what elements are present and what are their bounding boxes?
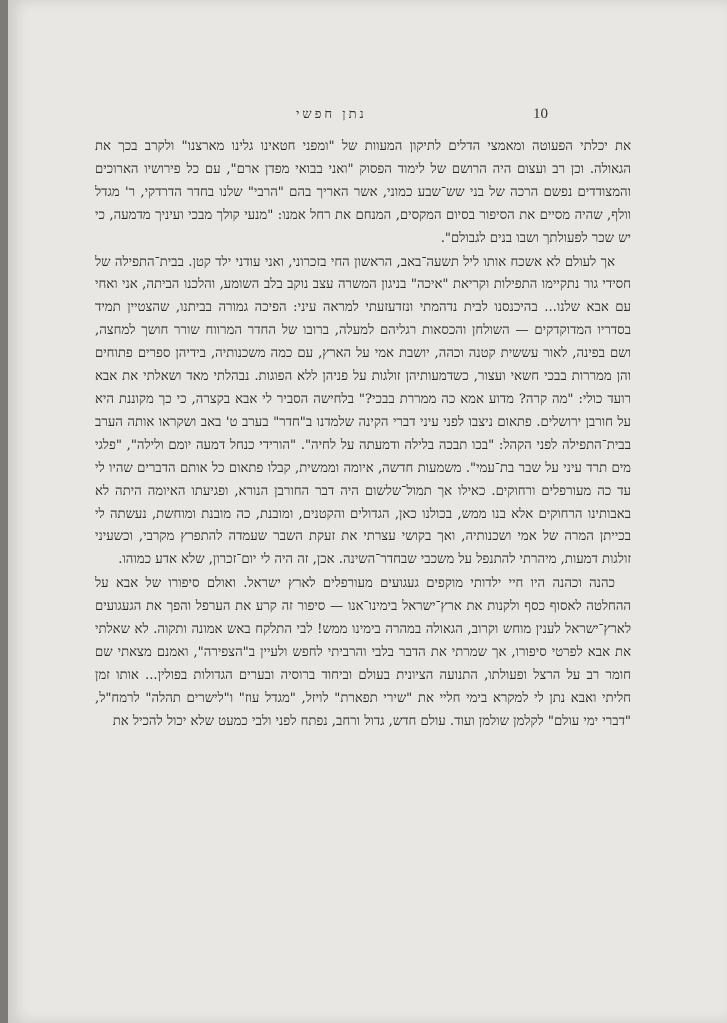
paragraph-3: כהנה וכהנה היו חיי ילדותי מוקפים געגועים מעורפלים לארץ ישראל. ואולם סיפורו של אבא על ההחלטה לאסוף כסף ולקנות את ארץ־ישראל בימינו־אנו — סיפור זה קרע את הערפל והפך את הגעגועים לארץ־ישראל לענין מוחש וקרוב, הגאולה במהרה בימינו ממש! לבי התלקח באש אמונה ותקוה. לא שאלתי את אבא לפרטי סיפורו, אך שמרתי את הדבר בלבי והרביתי לחפש ולעיין ב"הצפירה", ואמנם מצאתי שם חומר רב על הרצל ופעולתו, התנועה הציונית בעולם וביחוד ברוסיה ובערים הגדולות בפולין... אותו זמן חליתי ואבא נתן לי למקרא בימי חליי את "שירי תפארת" לויזל, "מגדל עוז" ו"לישרים תהלה" לרמח"ל, "דברי ימי עולם" לקלמן שולמן ועוד. עולם חדש, גדול ורחב, נפתח לפני ולבי כמעט שלא יכול להכיל את — [95, 576, 631, 729]
book-page — [8, 0, 727, 1023]
page-number: 10 — [533, 106, 548, 122]
paragraph-1: את יכלתי הפעוטה ומאמצי הדלים לתיקון המעוות של "ומפני חטאינו גלינו מארצנו" ולקרב בכך את הגאולה. וכן רב ועצום היה הרושם של לימוד הפסוק "ואני בבואי מפדן ארם", עם כל פירושיו הארוכים והמצודדים נפשם הרכה של בני שש־שבע כמוני, אשר האריך בהם "הרבי" שלנו בחדר הדרדקי, ר' מגדל וולף, שהיה מסיים את הסיפור בסיום המקסים, המנחם את רחל אמנו: "מנעי קולך מבכי ועיניך מדמעה, כי יש שכר לפעולתך ושבו בנים לגבולם". — [95, 139, 631, 246]
body-text — [95, 136, 631, 734]
running-head: נתן חפשי — [296, 107, 367, 122]
page-header — [8, 104, 727, 134]
paragraph-2: אך לעולם לא אשכח אותו ליל תשעה־באב, הראשון החי בזכרוני, ואני עודני ילד קטן. בבית־התפילה של חסידי גור נתקיימו התפילות וקריאת "איכה" בניגון המשרה עצב נוקב בלב השומע, והלכנו הביתה, אני ואחי עם אבא שלנו... בהיכנסנו לבית נדהמתי ונזדעזעתי למראה עיני: הפיכה גמורה בביתנו, שהצטיין תמיד בסדריו המדוקדקים — השולחן והכסאות רגליהם למעלה, ברובו של החדר המרווח שורר חושך למחצה, ושם בפינה, לאור עששית קטנה וכהה, יושבת אמי על הארץ, עם כמה משכנותיה, בידיהן ספרים פתוחים והן ממררות בבכי חשאי ועצור, כשדמעותיהן זולגות על פניהן ללא הפוגות. נבהלתי מאד ושאלתי את אבא רועד כולי: "מה קרה? מדוע אמא כה ממררת בבכי?" בלחישה הסביר לי אבא בקצרה, כי כך מקוננת היא על חורבן ירושלים. פתאום ניצבו לפני עיני דברי הקינה שלמדנו ב"חדר" בערב ט' באב ושקראו אותה הערב בבית־התפילה לפני הקהל: "בכו תבכה בלילה ודמעתה על לחיה". "הורידי כנחל דמעה יומם ולילה", "פלגי מים תרד עיני על שבר בת־עמי". משמעות חדשה, איומה וממשית, קבלו פתאום כל אותם הדברים שהיו לי עד כה מעורפלים ורחוקים. כאילו אך תמול־שלשום היה דבר החורבן הנורא, ופגיעתו האיומה היתה לא באבותינו הרחוקים אלא בנו ממש, בכולנו כאן, הגדולים והקטנים, ומובנת, כה מובנת ומוחשת, נעשתה לי בכייתן המרה של אמי ושכנותיה, ואך בקושי עצרתי את זעקת השבר שעמדה להתפרץ מקרבי, וכשעיני זולגות דמעות, מיהרתי להתנפל על משכבי שבחדר־השינה. אכן, זה היה לי יום־זכרון, שלא אדע כמוהו. — [95, 254, 631, 568]
